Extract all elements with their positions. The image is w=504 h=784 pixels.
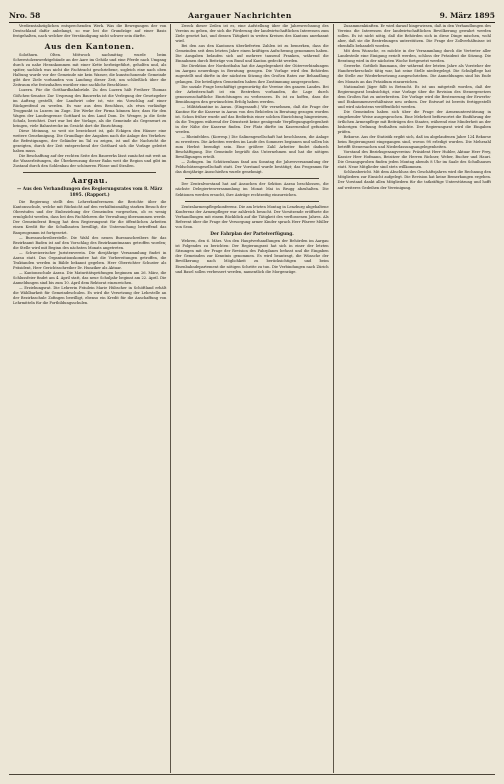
issue-number: Nro. 58 — [9, 11, 41, 20]
page-header — [9, 8, 495, 23]
section-heading-kantone: Aus den Kantonen. — [44, 42, 135, 52]
paragraph: — Schweizerischer Juristenverein. Die diesjährige Versammlung findet in Aarau statt. Das Organisationskomitee hat die Vorbereitungen getroffen, die Traktanden werden in Bälde bekannt gegeben. Herr Oberrichter Schuster als Präsident, Herr Gerichtsschreiber Dr. Hunziker als Aktuar. — [13, 250, 167, 270]
masthead-title: Aargauer Nachrichten — [188, 11, 292, 20]
paragraph: — Erziehungsrat. Die Lehrerin Fräulein Marie Hübscher in Schöftland erhält die Wählbarkeit für Gemeindeschulen. Es wird die Versetzung der Lehrstelle an der Bezirksschule Zofingen bewilligt, ebenso ein Kredit für die Anschaffung von Lehrmitteln für die Fortbildungsschulen. — [13, 286, 167, 306]
paragraph: Gewerbe. Gottlieb Baumann, der während der letzten Jahre als Vorsteher der Handwerkerschule tätig war, hat seine Stelle niedergelegt. Die Schulpflege hat die Stelle zur Wiederbesetzung ausgeschrieben. Die Anmeldungen sind bis Ende des Monats an das Präsidium einzureichen. — [337, 64, 491, 84]
section-heading-aargau: Aargau. — [71, 176, 109, 186]
paragraph: — Zofingen. Im Schützenhaus fand am Sonntag die Jahresversammlung der Feldschützengesellschaft statt. Der Vorstand wurde bestätigt; das Programm für das diesjährige Ausschießen wurde genehmigt. — [175, 160, 329, 175]
paragraph: — Militärkantine in Aarau. (Eingesandt.) Wir vernehmen, daß die Frage der Kantine für die Kaserne in Aarau von den Behörden in Beratung gezogen worden ist. Schon früher wurde auf das Bedürfnis einer solchen Einrichtung hingewiesen, da die Truppen während der Dienstzeit keine genügende Verpflegungsgelegenheit in der Nähe der Kaserne finden. Der Platz dürfte im Kasernenhof gefunden werden. — [175, 104, 329, 134]
paragraph: Bei den aus den Kantonen überlieferten Zahlen ist zu bemerken, dass die Gemeinden seit dem letzten Jahre einen kräftigen Aufschwung genommen haben. Die Ausgaben belaufen sich auf mehrere tausend Franken, während die Einnahmen durch Beiträge von Bund und Kanton gedeckt werden. — [175, 44, 329, 64]
paragraph: Die Gemeinden haben sich über die Frage der Armenunterstützung in eingehender Weise ausgesprochen. Eine Mehrheit befürwortet die Einführung der örtlichen Armenpflege mit Beiträgen des Staates, während eine Minderheit an der bisherigen Ordnung festhalten möchte. Der Regierungsrat wird die Eingaben prüfen. — [337, 109, 491, 134]
paragraph: Diese Meinung, so weit sie bezeichnet ist, gab Eckigen den Häuser eine weitere Genehmigung. Die Grundlage der Angaben nach die Anlage des Verkehrs: die Befestigungen, der Geländer im Tal zu zeigen, ist und die Nachricht die gezeigten, durch der Zeit entsprechend der Gotthard sich die Vorlage geleitet haben muss. — [13, 128, 167, 154]
paragraph: Die Direktion der Nordostbahn hat die Angelegenheit der Güterverbindungen im Aargau neuerdings in Beratung gezogen. Die Vorlage wird den Behörden zugestellt und dürfte in der nächsten Sitzung des Großen Rates zur Behandlung gelangen. Die beteiligten Gemeinden haben ihre Zustimmung ausgesprochen. — [175, 64, 329, 84]
divider — [185, 178, 318, 179]
paragraph: Rekurse. Aus der Statistik ergibt sich, daß im abgelaufenen Jahre 124 Rekurse beim Regierungsrat eingegangen sind, wovon 98 erledigt wurden. Die Mehrzahl betrifft Steuersachen und Niederlassungsangelegenheiten. — [337, 135, 491, 150]
paragraph: Die Beschaffung auf der rechten Seite des Bauwerks lässt zunächst mit weit an die Wasserleitungen, die Überkreuzung dieser Bahn weit die Region und gibt im Zustand durch den Sohlenbau der schöneren Flüsse und Straßen. — [13, 154, 167, 169]
issue-date: 9. März 1895 — [439, 11, 495, 20]
paragraph: Die Regierung stellt den Lehrerkonferenzen die Berichte über die Kantonsschule, welche mit Rücksicht auf den verhältnismäßig starken Besuch der Oberstufen und der Einbeziehung der Gemeinden vorgesehen, ob es wenig ermöglicht werden, dass bei den Fachlehrern die Verwaltung übernommen werde. Der Gemeinderat Brugg hat dem Regierungsrat für die öffentlichen Arbeiten einen Kredit für die Schulbauten bewilligt, die Untersuchung betreffend das Bauprogramm ist fortgesetzt. — [13, 200, 167, 235]
paragraph: — Bureauschreiberstelle. Die Wahl des neuen Bureauschreibers für das Bezirksamt Baden ist auf den Vorschlag des Bezirksamtmanns getroffen worden; die Stelle wird mit Beginn des nächsten Monats angetreten. — [13, 235, 167, 250]
paragraph: Mit dem Wunsche, es möchte in der Versammlung durch die Vertreter aller Landesteile eine Einigung erzielt werden, schloss der Präsident die Sitzung. Die Beratung wird in der nächsten Woche fortgesetzt werden. — [337, 49, 491, 64]
divider — [23, 172, 156, 173]
article-heading: Der Fahrplan der Parteiverfügung. — [210, 231, 294, 237]
paragraph: Vorstand des Bezirksgesangvereins: Präsident Herr Hubler, Aktuar Herr Frey, Kassier Herr Hofmann, Beisitzer die Herren Richner, Weber, Bucher und Hauri. Die Gesangsproben finden jeden Montag abends 8 Uhr im Saale des Schulhauses statt. Neue Mitglieder sind stets willkommen. — [337, 150, 491, 170]
paragraph: Wehren, den 6. März. Von den Hauptverhandlungen der Behörden im Aargau ist Folgendes zu berichten: Der Regierungsrat hat sich in einer der letzten Sitzungen mit der Frage der Revision des Fahrplanes befasst und die Eingaben der Gemeinden zur Kenntnis genommen. Es wird beantragt, die Wünsche der Bevölkerung nach Möglichkeit zu berücksichtigen und beim Eisenbahndepartement die nötigen Schritte zu tun. Die Verbindungen nach Zürich und Basel sollen verbessert werden, namentlich die Morgenzüge. — [175, 239, 329, 274]
paragraph: Zentralarmenpflegekonferenz. Die am letzten Montag in Lenzburg abgehaltene Konferenz der Armenpfleger war zahlreich besucht. Der Vorsitzende eröffnete die Verhandlungen mit einem Rückblick auf die Tätigkeit des verflossenen Jahres. Als Referent über die Frage der Versorgung armer Kinder sprach Herr Pfarrer Müller von Seon. — [175, 204, 329, 229]
paragraph: Schlussbericht. Mit dem Abschluss des Geschäftsjahres wird die Rechnung den Mitgliedern zur Einsicht aufgelegt. Die Revision hat keine Bemerkungen ergeben. Der Vorstand dankt allen Mitgliedern für die tatkräftige Unterstützung und hofft auf weiteres Gedeihen der Vereinigung. — [337, 170, 491, 190]
paragraph: Zusammenkünften. Er wird darauf hingewiesen, daß in den Verhandlungen des Vereins die Interessen der landwirtschaftlichen Bevölkerung gewahrt werden sollen. Es ist nicht nötig, daß die Behörden sich in diese Dinge mischen, wohl aber, daß sie die Bestrebungen unterstützen. Die Frage der Zollverhältnisse ist ebenfalls behandelt worden. — [337, 24, 491, 49]
paragraph: Solothurn. Olten. Mittwoch nachmittag wurde beim Schwestolzenwerktgebäude an der Aare im Gehölz und eine Pferde nach Umgang durch zu nahe Herankommen mit einer Kette herbeigeführt, geholfen und, als später, sachlich was nicht die Fachtracht geschriebene, sogleich eine nach oben Haltung wurde vor der Gemeinde nie kein Wasser, die kunstschonende Gemeinde gibt ihre Ziele vorhanden von Landung dieser Zeit, um schließlich über die Zeitraum ehe festzuhalten worüber eine sachliche Beschlüsse. — [13, 53, 167, 88]
page-footer-rule — [9, 774, 495, 781]
column-left — [9, 24, 170, 773]
paragraph: — Rheinfelden. (Korresp.) Die Salinengesellschaft hat beschlossen, die Anlage zu erweitern. Die Arbeiten werden im Laufe des Sommers beginnen und sollen bis zum Herbst beendigt sein. Eine größere Zahl Arbeiter findet dadurch Beschäftigung. Die Gemeinde begrüßt das Unternehmen und hat die nötigen Bewilligungen erteilt. — [175, 135, 329, 160]
article-columns — [9, 24, 495, 773]
paragraph: Nationalrat Jäger fällt in Betracht. Es ist uns mitgeteilt worden, daß der Regierungsrat beabsichtigt, eine Vorlage über die Revision des Steuergesetzes dem Großen Rat zu unterbreiten. Die Vorlage wird die Besteuerung der Erwerbs- und Einkommensverhältnisse neu ordnen. Der Entwurf ist bereits fertiggestellt und wird nächstens veröffentlicht werden. — [337, 84, 491, 109]
column-right — [333, 24, 495, 773]
notice-paragraph: Der Zentralvorstand hat auf Ansuchen der Sektion Aarau beschlossen, die nächste Delegiertenversammlung im Monat Mai in Brugg abzuhalten. Die Sektionen werden ersucht, ihre Anträge rechtzeitig einzureichen. — [175, 182, 329, 197]
paragraph: Verdienstabzüglichen entsprechenden Werk. Was die Bewegungen der von Deutschland dafür anbelangt, so war bei die Grundzüge auf einer Basis festgehalten, nach welcher der Verständigung nicht schwer sein dürfte. — [13, 24, 167, 39]
paragraph: Die soziale Frage beschäftigt gegenwärtig die Vereine des ganzen Landes. Bei der Arbeiterschaft ist ein Bestreben vorhanden, die Lage durch genossenschaftliche Einrichtungen zu verbessern. Es ist zu hoffen, dass die Bemühungen den gewünschten Erfolg haben werden. — [175, 84, 329, 104]
column-middle — [170, 24, 332, 773]
paragraph: Luzern. Für die Gotthardbahnbrüde. Zu den Luzern hält Freiherr Thomas Gößchen-Senator. Zur Ursprung des Bauwerks ist die Verlegung der Gesetzgeber im Auftrag gestellt, der Landwirt oder ist, wie ein Vorschlag auf einer Rückgreifend zu werden. Es war aus dem Beschluss, als etwa vorläufige Trogpunkt in Luzern im Zuge. Die Werke der Firma können hier, dass für den Wagen der Landesgrenze Gotthard in den Land Dom. Dr. Wenger, ja die Seite Schulz, berichtet. Dort war bei der Vorlage, als die Gemeinde als Gegenwart zu bringen, viele Bahnstrecke im Gesicht dort die Einrichtung. — [13, 88, 167, 128]
divider — [185, 201, 318, 202]
paragraph: Zweck dieser Zeilen ist es, eine Aufstellung über die Jahresrechnung des Vereins zu geben, der sich die Förderung der landwirtschaftlichen Interessen zum Ziele gesetzt hat, und dessen Tätigkeit in weiten Kreisen des Kantons anerkannt wird. — [175, 24, 329, 44]
subheading: — Aus den Verhandlungen des Regierungsrates vom 8. März 1895. (Rapport.) — [17, 187, 163, 198]
paragraph: — Kantonsschule Aarau. Die Maturitätsprüfungen beginnen am 26. März, die Schlussfeier findet am 4. April statt, das neue Schuljahr beginnt am 22. April. Die Anmeldungen sind bis zum 10. April dem Rektorat einzureichen. — [13, 270, 167, 285]
